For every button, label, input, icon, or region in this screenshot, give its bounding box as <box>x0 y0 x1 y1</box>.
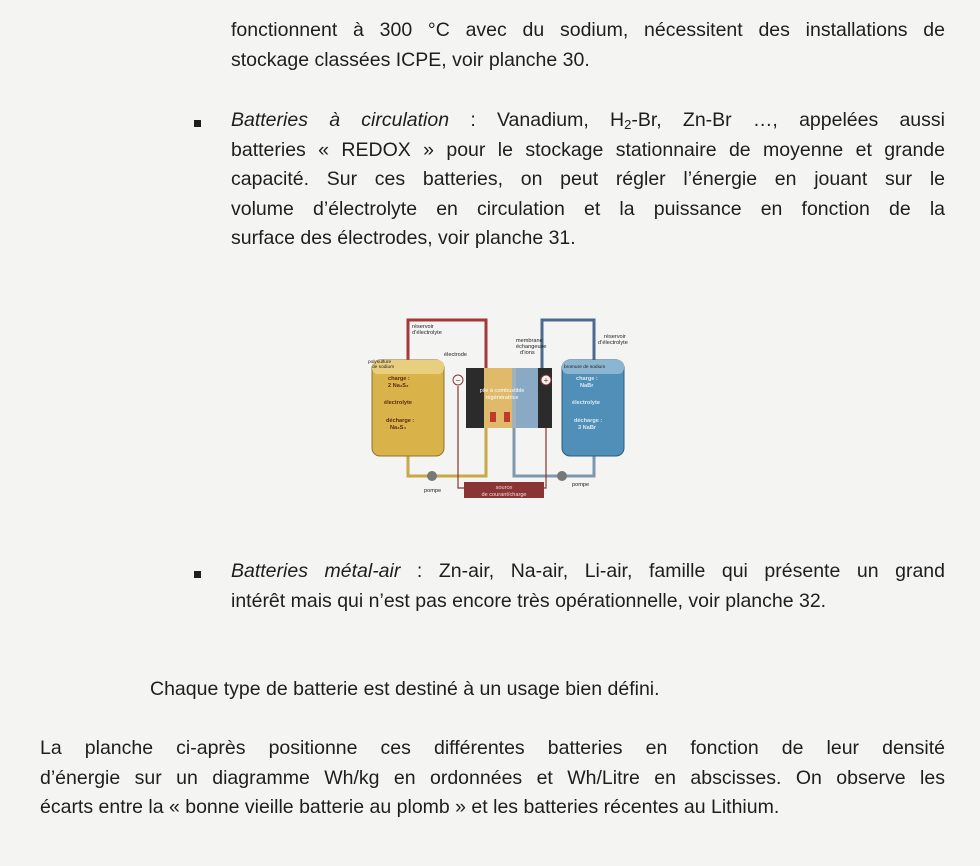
text-line: intérêt mais qui n’est pas encore très opérationnelle, voir planche 32. <box>231 589 827 612</box>
label: de courant/charge <box>481 492 527 498</box>
text-fragment: : Zn-air, Na-air, Li-air, famille qui présente un grand <box>400 560 945 582</box>
arrow-red <box>504 412 510 422</box>
text-line: Chaque type de batterie est destiné à un usage bien défini. <box>150 678 660 700</box>
label: décharge : <box>386 418 415 424</box>
label: régénératrice <box>485 395 519 401</box>
label: NaBr <box>580 383 594 389</box>
text-line <box>231 557 945 587</box>
text-line <box>231 106 945 136</box>
text-line: d’énergie sur un diagramme Wh/kg en ordonnées et Wh/Litre en abscisses. On observe les <box>40 766 945 789</box>
label: 2 Na₂S₂ <box>388 383 409 389</box>
label: décharge : <box>574 418 603 424</box>
redox-battery-diagram <box>366 316 656 500</box>
metal-air-title: Batteries métal-air <box>231 560 401 582</box>
text-line: batteries « REDOX » pour le stockage stationnaire de moyenne et grande <box>231 138 945 161</box>
paragraph-flow-batteries <box>231 106 945 254</box>
text-line: volume d’électrolyte en circulation et la puissance en fonction de la <box>231 197 945 220</box>
label: bromure de sodium <box>564 365 606 370</box>
label: d’ions <box>520 350 535 356</box>
label: électrode <box>444 352 468 358</box>
label: pile à combustible <box>479 388 525 394</box>
cell-right <box>516 368 538 428</box>
label: électrolyte <box>572 400 600 406</box>
text-line: écarts entre la « bonne vieille batterie au plomb » et les batteries récentes au Lithium. <box>40 796 780 818</box>
text-line: fonctionnent à 300 °C avec du sodium, nécessitent des installations de <box>231 19 945 41</box>
label: charge : <box>388 376 410 382</box>
label: charge : <box>576 376 598 382</box>
pump-right-icon <box>557 471 567 481</box>
electrode-left <box>466 368 484 428</box>
right-tank <box>562 360 624 456</box>
text-line: surface des électrodes, voir planche 31. <box>231 227 576 249</box>
label: 3 NaBr <box>578 425 597 431</box>
paragraph-usage <box>150 675 850 705</box>
label: d’électrolyte <box>598 340 628 346</box>
paragraph-metal-air-batteries <box>231 557 945 616</box>
paragraph-sodium-batteries <box>231 16 945 75</box>
label: réservoir <box>604 334 626 340</box>
left-tank <box>372 360 444 456</box>
label: pompe <box>572 482 590 488</box>
subscript: 2 <box>624 117 632 132</box>
label: polysulfure <box>368 360 392 365</box>
text-line: La planche ci-après positionne ces différentes batteries en fonction de leur densité <box>40 737 945 759</box>
label: réservoir <box>412 324 434 330</box>
pump-left-icon <box>427 471 437 481</box>
label: électrolyte <box>384 400 412 406</box>
bullet-marker <box>194 120 201 127</box>
plus-label: + <box>543 375 549 386</box>
label: de sodium <box>372 365 395 370</box>
paragraph-chart-intro <box>40 734 945 823</box>
minus-label: − <box>455 375 461 386</box>
label: membrane <box>516 338 543 344</box>
text-fragment: : Vanadium, H <box>449 109 625 131</box>
text-line: stockage classées ICPE, voir planche 30. <box>231 48 590 71</box>
text-line: capacité. Sur ces batteries, on peut régler l’énergie en jouant sur le <box>231 168 945 190</box>
label: pompe <box>424 488 442 494</box>
label: source <box>495 485 513 491</box>
label: échangeuse <box>516 344 547 350</box>
label: d’électrolyte <box>412 330 442 336</box>
label: Na₂S₄ <box>390 425 407 431</box>
flow-batteries-title: Batteries à circulation <box>231 109 450 131</box>
arrow-red <box>490 412 496 422</box>
text-fragment: -Br, Zn-Br …, appelées aussi <box>631 109 945 131</box>
bullet-marker <box>194 571 201 578</box>
